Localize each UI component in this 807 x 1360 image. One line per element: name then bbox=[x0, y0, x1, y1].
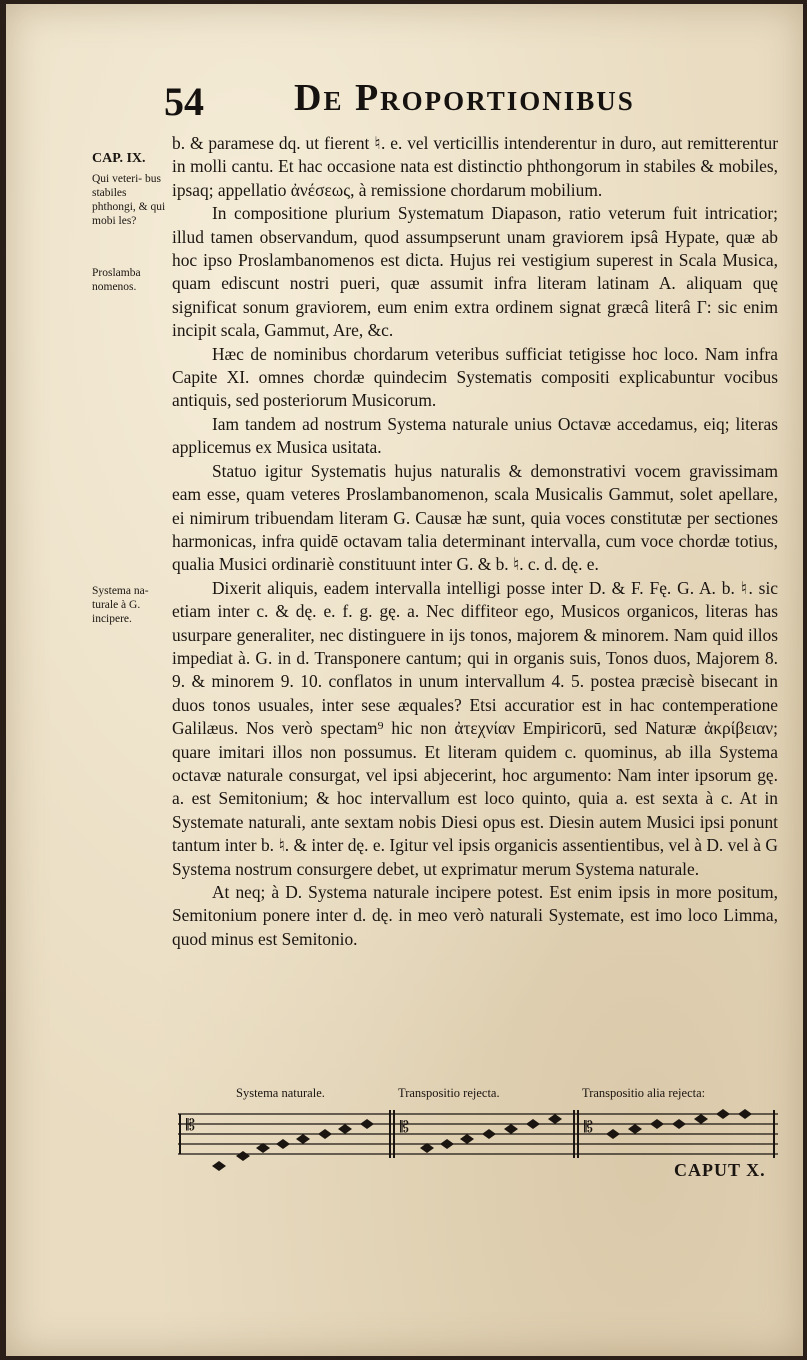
paragraph: Statuo igitur Systematis hujus naturalis & demonstrativi vocem gravissimam eam esse, quam veteres Proslambanomenon, scala Musicalis Gammut, solet apellare, ei nimirum tribuendam literam G. Causæ hæ sunt, quia voces constitutæ per sectiones harmonicas, infra quidē octavam talia determinant intervalla, cum voce chordæ totius, qualia Musici ordinariè constituunt inter G. & b. ♮. c. d. dę. e. bbox=[172, 460, 778, 575]
music-label-systema-naturale: Systema naturale. bbox=[236, 1086, 325, 1100]
body-text bbox=[172, 132, 778, 951]
svg-text:𝄡: 𝄡 bbox=[400, 1117, 409, 1136]
book-page bbox=[6, 4, 803, 1356]
running-head-text: De Proportionibus bbox=[294, 77, 635, 119]
margin-note-chapter: CAP. IX. bbox=[92, 151, 146, 166]
catchword: CAPUT X. bbox=[674, 1160, 766, 1180]
paragraph: Dixerit aliquis, eadem intervalla intelligi posse inter D. & F. Fę. G. A. b. ♮. sic etiam inter c. & dę. e. f. g. gę. a. Nec diffiteor ego, Musicos organicos, literas has usurpare generaliter, nec distinguere in ijs tonos, majorem & minorem. Nam quid illos impediat à. G. in d. Transponere cantum; qui in organis suis, Tonos duos, Majorem 8. 9. & minorem 9. 10. conflatos in unum intervallum 4. 5. postea præcisè bisecant in duos tonos usuales, inter sese æquales? Etsi accuratior est in hac contemperatione Galilæus. Nos verò spectam⁹ hic non ἀτεχνίαν Empiricorū, sed Naturæ ἀκρίβειαν; quare imitari illos non possumus. Et literam quidem c. quominus, ab illa Systema octavæ naturale consurgat, vel ipsi abjecerint, hoc argumento: Nam inter ipsorum gę. a. est Semitonium; & hoc intervallum est loco quinto, quia a. est sexta à c. At in Systemate naturali, ante sextam nobis Diesi opus est. Diesin autem Musici ipsi ponunt tantum inter b. ♮. & inter dę. e. Igitur vel ipsis organicis assentientibus, vel à D. vel à G Systema nostrum consurgere debet, ut exprimatur merum Systema naturale. bbox=[172, 577, 778, 879]
paragraph: In compositione plurium Systematum Diapason, ratio veterum fuit intricatior; illud tamen observandum, quod assumpserunt unam graviorem ipsâ Hypate, quæ ab hoc ipso Proslambanomenos est dicta. Hujus rei vestigium superest in Scala Musica, quam ediscunt nostri pueri, quæ assumit infra literam latinam A. aliquam quę significat sonum graviorem, eum enim extra ordinem signat græcâ literâ Γ: sic enim incipit scala, Gammut, Are, &c. bbox=[172, 203, 778, 341]
svg-text:𝄡: 𝄡 bbox=[584, 1117, 593, 1136]
page-number: 54 bbox=[164, 79, 204, 124]
paragraph: b. & paramese dq. ut fierent ♮. e. vel verticillis intenderentur in duro, aut remitterentur in molli cantu. Et hac occasione nata est distinctio phthongorum in stabiles & mobiles, ipsaq; appellatio ἀνέσεως, à remissione chordarum mobilium. bbox=[172, 133, 778, 200]
paragraph: Hæc de nominibus chordarum veteribus sufficiat tetigisse hoc loco. Nam infra Capite XI. omnes chordæ quindecim Systematis compositi explicabuntur vocibus antiquis, sed posteriorum Musicorum. bbox=[172, 343, 778, 411]
music-label-transpositio-rejecta: Transpositio rejecta. bbox=[398, 1086, 500, 1100]
svg-text:𝄡: 𝄡 bbox=[186, 1115, 195, 1134]
margin-note-stabiles: Qui veteri- bus stabiles phthongi, & qui mobi les? bbox=[92, 173, 166, 227]
margin-note-proslambanomenos: Proslamba nomenos. bbox=[92, 267, 141, 293]
running-head bbox=[294, 76, 635, 120]
paragraph: At neq; à D. Systema naturale incipere potest. Est enim ipsis in more positum, Semitonium ponere inter d. dę. in meo verò naturali Systemate, est imo loco Limma, quod minus est Semitonio. bbox=[172, 882, 778, 949]
music-label-transpositio-alia: Transpositio alia rejecta: bbox=[582, 1086, 706, 1100]
margin-note-systema-naturale: Systema na- turale à G. incipere. bbox=[92, 585, 149, 625]
paragraph: Iam tandem ad nostrum Systema naturale unius Octavæ accedamus, eiq; literas applicemus ex Musica usitata. bbox=[172, 413, 778, 458]
